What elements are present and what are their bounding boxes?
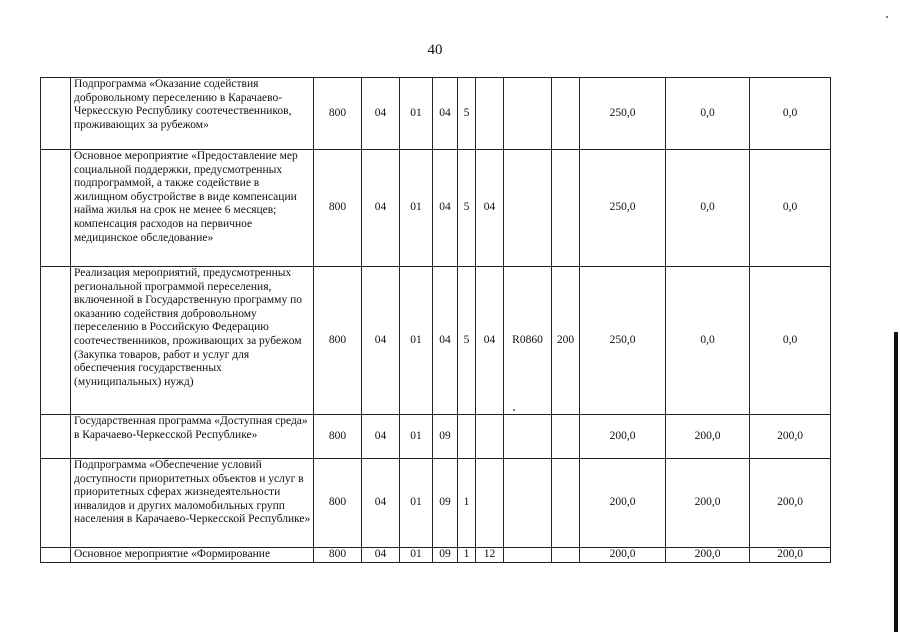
activity-code-cell: 04: [476, 267, 504, 415]
ministry-code-cell: 800: [314, 78, 362, 150]
row-number-cell: [41, 150, 71, 267]
subprogram-code-cell: 1: [458, 459, 476, 548]
amount-year-1-cell: 250,0: [580, 150, 666, 267]
amount-year-2-cell: 200,0: [666, 415, 750, 459]
ministry-code-cell: 800: [314, 548, 362, 563]
direction-code-cell: [504, 78, 552, 150]
expense-type-cell: [552, 548, 580, 563]
subsection-code-cell: 01: [400, 459, 433, 548]
subprogram-code-cell: 5: [458, 150, 476, 267]
row-number-cell: [41, 459, 71, 548]
amount-year-3-cell: 0,0: [750, 267, 831, 415]
subsection-code-cell: 01: [400, 150, 433, 267]
ministry-code-cell: 800: [314, 267, 362, 415]
direction-code-cell: R0860: [504, 267, 552, 415]
subsection-code-cell: 01: [400, 548, 433, 563]
row-number-cell: [41, 548, 71, 563]
amount-year-1-cell: 250,0: [580, 78, 666, 150]
amount-year-1-cell: 250,0: [580, 267, 666, 415]
table-row: [41, 78, 831, 150]
table-row: [41, 267, 831, 415]
table-row: [41, 150, 831, 267]
table-row: [41, 548, 831, 563]
activity-code-cell: 04: [476, 150, 504, 267]
amount-year-3-cell: 0,0: [750, 78, 831, 150]
item-name-cell: Реализация мероприятий, предусмотренных региональной программой переселения, включенной в Государственную программу по оказанию содействия добровольному переселению в Российскую Федерацию соотечественников, проживающих за рубежом (Закупка товаров, работ и услуг для обеспечения государственных (муниципальных) нужд): [71, 267, 314, 415]
item-name-cell: Основное мероприятие «Предоставление мер социальной поддержки, предусмотренных подпрограммой, а также содействие в жилищном обустройстве в виде компенсации найма жилья на срок не менее 6 месяцев; компенсация расходов на первичное медицинское обследование»: [71, 150, 314, 267]
amount-year-2-cell: 200,0: [666, 548, 750, 563]
expense-type-cell: [552, 150, 580, 267]
amount-year-2-cell: 0,0: [666, 78, 750, 150]
scan-edge-line: [894, 332, 898, 632]
item-name-cell: Основное мероприятие «Формирование: [71, 548, 314, 563]
table-row: [41, 415, 831, 459]
section-code-cell: 04: [362, 459, 400, 548]
subprogram-code-cell: 1: [458, 548, 476, 563]
expense-type-cell: [552, 459, 580, 548]
section-code-cell: 04: [362, 267, 400, 415]
item-name-cell: Подпрограмма «Обеспечение условий доступности приоритетных объектов и услуг в приоритетных сферах жизнедеятельности инвалидов и других маломобильных групп населения в Карачаево-Черкесской Республике»: [71, 459, 314, 548]
activity-code-cell: 12: [476, 548, 504, 563]
program-code-cell: 04: [433, 78, 458, 150]
amount-year-2-cell: 0,0: [666, 267, 750, 415]
subprogram-code-cell: 5: [458, 78, 476, 150]
direction-code-cell: [504, 415, 552, 459]
ministry-code-cell: 800: [314, 459, 362, 548]
activity-code-cell: [476, 459, 504, 548]
page-number: 40: [427, 42, 443, 58]
table-row: [41, 459, 831, 548]
section-code-cell: 04: [362, 150, 400, 267]
row-number-cell: [41, 78, 71, 150]
amount-year-1-cell: 200,0: [580, 459, 666, 548]
section-code-cell: 04: [362, 548, 400, 563]
ministry-code-cell: 800: [314, 415, 362, 459]
amount-year-3-cell: 200,0: [750, 415, 831, 459]
subsection-code-cell: 01: [400, 78, 433, 150]
ministry-code-cell: 800: [314, 150, 362, 267]
section-code-cell: 04: [362, 78, 400, 150]
program-code-cell: 09: [433, 415, 458, 459]
amount-year-3-cell: 200,0: [750, 459, 831, 548]
program-code-cell: 09: [433, 548, 458, 563]
amount-year-3-cell: 0,0: [750, 150, 831, 267]
amount-year-1-cell: 200,0: [580, 415, 666, 459]
activity-code-cell: [476, 78, 504, 150]
item-name-cell: Подпрограмма «Оказание содействия добровольному переселению в Карачаево-Черкесскую Республику соотечественников, проживающих за рубежом»: [71, 78, 314, 150]
amount-year-3-cell: 200,0: [750, 548, 831, 563]
expense-type-cell: 200: [552, 267, 580, 415]
subprogram-code-cell: 5: [458, 267, 476, 415]
amount-year-1-cell: 200,0: [580, 548, 666, 563]
subsection-code-cell: 01: [400, 267, 433, 415]
expense-type-cell: [552, 78, 580, 150]
amount-year-2-cell: 0,0: [666, 150, 750, 267]
expense-type-cell: [552, 415, 580, 459]
program-code-cell: 04: [433, 150, 458, 267]
scan-speck: [513, 409, 515, 411]
scan-speck: [886, 16, 888, 18]
direction-code-cell: [504, 459, 552, 548]
direction-code-cell: [504, 548, 552, 563]
program-code-cell: 09: [433, 459, 458, 548]
item-name-cell: Государственная программа «Доступная среда» в Карачаево-Черкесской Республике»: [71, 415, 314, 459]
row-number-cell: [41, 415, 71, 459]
amount-year-2-cell: 200,0: [666, 459, 750, 548]
activity-code-cell: [476, 415, 504, 459]
subprogram-code-cell: [458, 415, 476, 459]
budget-table: [40, 77, 831, 563]
row-number-cell: [41, 267, 71, 415]
program-code-cell: 04: [433, 267, 458, 415]
subsection-code-cell: 01: [400, 415, 433, 459]
direction-code-cell: [504, 150, 552, 267]
section-code-cell: 04: [362, 415, 400, 459]
